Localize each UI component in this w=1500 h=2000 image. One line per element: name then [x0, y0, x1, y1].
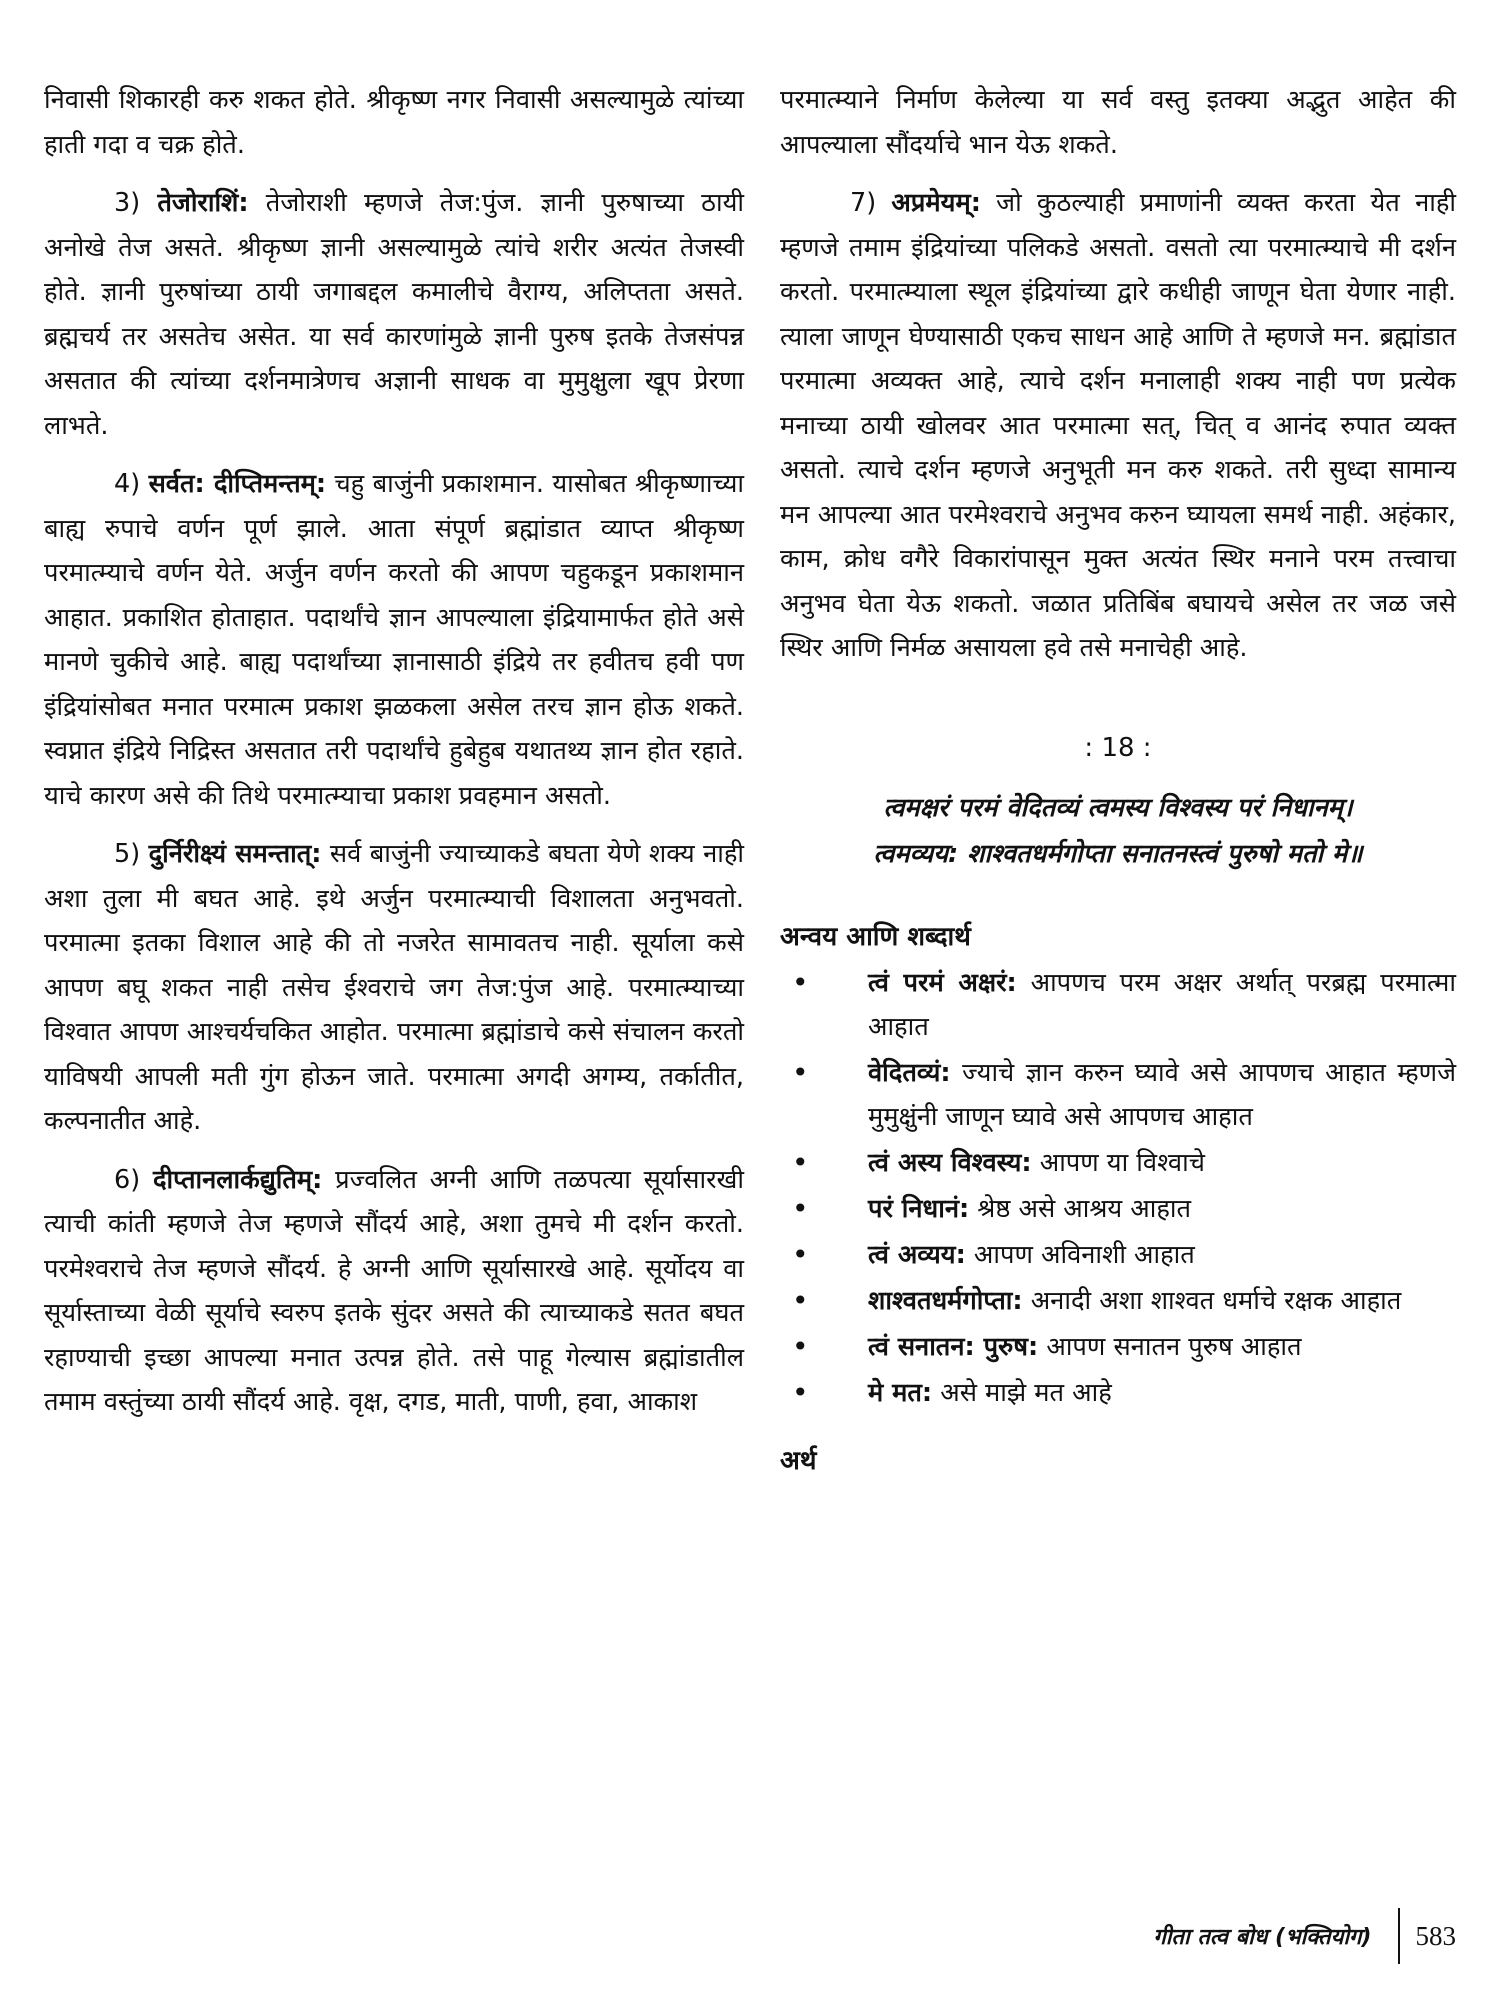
anvay-item: [780, 1141, 1456, 1185]
anvay-list: [780, 961, 1456, 1415]
anvay-item: [780, 961, 1456, 1049]
paragraph-text: सर्व बाजुंनी ज्याच्याकडे बघता येणे शक्य नाही अशा तुला मी बघत आहे. इथे अर्जुन परमात्म्याची विशालता अनुभवतो. परमात्मा इतका विशाल आहे की तो नजरेत सामावतच नाही. सूर्याला कसे आपण बघू शकत नाही तसेच ईश्वराचे जग तेज:पुंज आहे. परमात्म्याच्या विश्वात आपण आश्चर्यचकित आहोत. परमात्मा ब्रह्मांडाचे कसे संचालन करतो याविषयी आपली मती गुंग होऊन जाते. परमात्मा अगदी अगम्य, तर्कातीत, कल्पनातीत आहे.: [44, 839, 745, 1136]
right-column: [780, 78, 1456, 1485]
shloka-line-2: त्वमव्यय: शाश्वतधर्मगोप्ता सनातनस्त्वं पुरुषो मतो मे॥: [873, 838, 1363, 869]
footer-divider: [1398, 1908, 1400, 1964]
shloka-line-1: त्वमक्षरं परमं वेदितव्यं त्वमस्य विश्वस्य परं निधानम्।: [883, 792, 1353, 823]
page-footer: [1153, 1908, 1456, 1964]
paragraph-aprameyam: [780, 181, 1456, 671]
verse-number: : 18 :: [1084, 732, 1152, 763]
item-number: 7): [850, 188, 892, 218]
paragraph-diptanalarka: [44, 1158, 744, 1425]
paragraph-text: तेजोराशी म्हणजे तेज:पुंज. ज्ञानी पुरुषाच्या ठायी अनोखे तेज असते. श्रीकृष्ण ज्ञानी असल्यामुळे त्यांचे शरीर अत्यंत तेजस्वी होते. ज्ञानी पुरुषांच्या ठायी जगाबद्दल कमालीचे वैराग्य, अलिप्तता असते. ब्रह्मचर्य तर असतेच असेत. या सर्व कारणांमुळे ज्ञानी पुरुष इतके तेजसंपन्न असतात की त्यांच्या दर्शनमात्रेणच अज्ञानी साधक वा मुमुक्षुला खूप प्रेरणा लाभते.: [44, 188, 744, 441]
paragraph: निवासी शिकारही करु शकत होते. श्रीकृष्ण नगर निवासी असल्यामुळे त्यांच्या हाती गदा व चक्र होते.: [44, 85, 744, 160]
anvay-heading: अन्वय आणि शब्दार्थ: [780, 921, 971, 952]
item-number: 6): [114, 1164, 153, 1195]
paragraph-tejorashim: [44, 181, 744, 448]
anvay-meaning: अनादी अशा शाश्वत धर्माचे रक्षक आहात: [1022, 1285, 1402, 1316]
paragraph-text: प्रज्वलित अग्नी आणि तळपत्या सूर्यासारखी त्याची कांती म्हणजे तेज म्हणजे सौंदर्य आहे, अशा तुमचे मी दर्शन करतो. परमेश्वराचे तेज म्हणजे सौंदर्य. हे अग्नी आणि सूर्यासारखे आहे. सूर्योदय वा सूर्यास्ताच्या वेळी सूर्याचे स्वरुप इतके सुंदर असते की त्याच्याकडे सतत बघत रहाण्याची इच्छा आपल्या मनात उत्पन्न होते. तसे पाहू गेल्यास ब्रह्मांडातील तमाम वस्तुंच्या ठायी सौंदर्य आहे. वृक्ष, दगड, माती, पाणी, हवा, आकाश: [44, 1164, 745, 1417]
term-heading: अप्रमेयम्:: [891, 188, 981, 218]
anvay-meaning: आपण अविनाशी आहात: [965, 1239, 1195, 1270]
anvay-item: [780, 1187, 1456, 1231]
paragraph-durnirikshyam: [44, 832, 744, 1144]
paragraph-sarvatah-diptimantam: [44, 462, 744, 818]
paragraph-text: जो कुठल्याही प्रमाणांनी व्यक्त करता येत नाही म्हणजे तमाम इंद्रियांच्या पलिकडे असतो. वसतो त्या परमात्म्याचे मी दर्शन करतो. परमात्म्याला स्थूल इंद्रियांच्या द्वारे कधीही जाणून घेता येणार नाही. त्याला जाणून घेण्यासाठी एकच साधन आहे आणि ते म्हणजे मन. ब्रह्मांडात परमात्मा अव्यक्त आहे, त्याचे दर्शन मनालाही शक्य नाही पण प्रत्येक मनाच्या ठायी खोलवर आत परमात्मा सत्, चित् व आनंद रुपात व्यक्त असतो. त्याचे दर्शन म्हणजे अनुभूती मन करु शकते. तरी सुध्दा सामान्य मन आपल्या आत परमेश्वराचे अनुभव करुन घ्यायला समर्थ नाही. अहंकार, काम, क्रोध वगैरे विकारांपासून मुक्त अत्यंत स्थिर मनाने परम तत्त्वाचा अनुभव घेता येऊ शकतो. जळात प्रतिबिंब बघायचे असेल तर जळ जसे स्थिर आणि निर्मळ असायला हवे तसे मनाचेही आहे.: [780, 188, 1456, 663]
term-heading: दुर्निरीक्ष्यं समन्तात्:: [148, 839, 322, 869]
book-title: गीता तत्व बोध (भक्तियोग): [1153, 1925, 1372, 1950]
anvay-meaning: आपण या विश्वाचे: [1031, 1147, 1205, 1178]
left-column: [44, 78, 744, 1439]
anvay-term: मे मत:: [868, 1377, 933, 1408]
anvay-meaning: ज्याचे ज्ञान करुन घ्यावे असे आपणच आहात म्हणजे मुमुक्षुंनी जाणून घ्यावे असे आपणच आहात: [868, 1057, 1456, 1132]
anvay-term: त्वं अव्यय:: [868, 1239, 966, 1270]
anvay-term: परं निधानं:: [868, 1193, 970, 1224]
page-number: 583: [1415, 1920, 1456, 1951]
anvay-item: [780, 1233, 1456, 1277]
paragraph: परमात्म्याने निर्माण केलेल्या या सर्व वस्तु इतक्या अद्भुत आहेत की आपल्याला सौंदर्याचे भान येऊ शकते.: [780, 85, 1456, 160]
anvay-term: वेदितव्यं:: [868, 1057, 951, 1088]
paragraph-text: चहु बाजुंनी प्रकाशमान. यासोबत श्रीकृष्णाच्या बाह्य रुपाचे वर्णन पूर्ण झाले. आता संपूर्ण ब्रह्मांडात व्याप्त श्रीकृष्ण परमात्म्याचे वर्णन येते. अर्जुन वर्णन करतो की आपण चहुकडून प्रकाशमान आहात. प्रकाशित होताहात. पदार्थांचे ज्ञान आपल्याला इंद्रियामार्फत होते असे मानणे चुकीचे आहे. बाह्य पदार्थांच्या ज्ञानासाठी इंद्रिये तर हवीतच हवी पण इंद्रियांसोबत मनात परमात्म प्रकाश झळकला असेल तरच ज्ञान होऊ शकते. स्वप्नात इंद्रिये निद्रिस्त असतात तरी पदार्थांचे हुबेहुब यथातथ्य ज्ञान होत रहाते. याचे कारण असे की तिथे परमात्म्याचा प्रकाश प्रवहमान असतो.: [44, 469, 745, 811]
shloka: [780, 785, 1456, 877]
artha-heading: अर्थ: [780, 1445, 817, 1476]
anvay-item: [780, 1371, 1456, 1415]
anvay-item: [780, 1279, 1456, 1323]
anvay-term: त्वं सनातन: पुरुष:: [868, 1331, 1039, 1362]
anvay-term: शाश्वतधर्मगोप्ता:: [868, 1285, 1023, 1316]
item-number: 5): [114, 839, 149, 869]
item-number: 3): [114, 188, 158, 218]
term-heading: सर्वत: दीप्तिमन्तम्:: [148, 469, 327, 499]
term-heading: दीप्तानलार्कद्युतिम्:: [152, 1164, 323, 1195]
anvay-meaning: आपण सनातन पुरुष आहात: [1038, 1331, 1302, 1362]
anvay-item: [780, 1051, 1456, 1139]
term-heading: तेजोराशिं:: [157, 188, 249, 218]
item-number: 4): [114, 469, 149, 499]
anvay-meaning: आपणच परम अक्षर अर्थात् परब्रह्म परमात्मा आहात: [868, 967, 1456, 1042]
anvay-meaning: असे माझे मत आहे: [932, 1377, 1112, 1408]
anvay-item: [780, 1325, 1456, 1369]
anvay-term: त्वं परमं अक्षरं:: [868, 967, 1017, 998]
anvay-meaning: श्रेष्ठ असे आश्रय आहात: [969, 1193, 1192, 1224]
anvay-term: त्वं अस्य विश्वस्य:: [868, 1147, 1032, 1178]
